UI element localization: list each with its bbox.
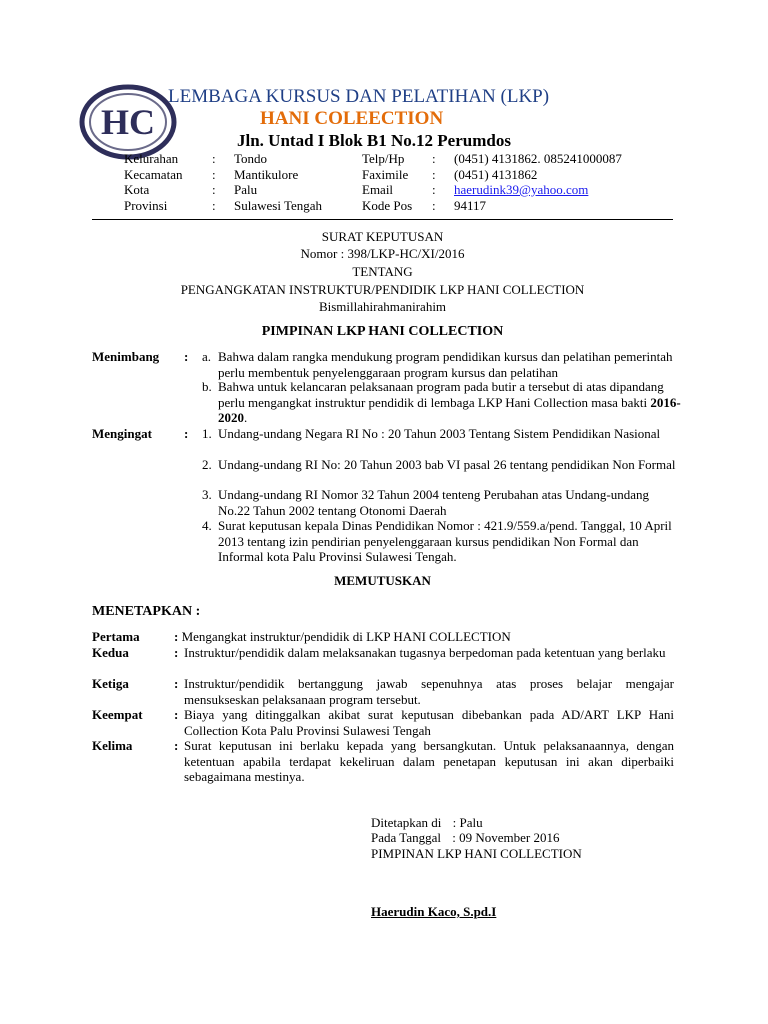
decision-colon: :: [174, 738, 179, 753]
item-text: Undang-undang RI No: 20 Tahun 2003 bab VI pasal 26 tentang pendidikan Non Formal: [218, 457, 676, 472]
info-label: Email: [362, 182, 394, 197]
decision-body: Mengangkat instruktur/pendidik di LKP HANI COLLECTION: [181, 629, 511, 644]
menimbang-item: [202, 379, 682, 426]
info-sep: :: [432, 151, 436, 166]
doc-type: SURAT KEPUTUSAN: [321, 229, 444, 244]
item-text: Surat keputusan kepala Dinas Pendidikan Nomor : 421.9/559.a/pend. Tanggal, 10 April 2013 tentang izin pendirian penyelenggaraan kursus pendidikan Non Formal dan Informal kota Palu Provinsi Sulawesi Tengah.: [218, 518, 672, 564]
info-row-kecamatan: [124, 167, 684, 183]
item-text-main: Bahwa untuk kelancaran pelaksanaan program pada butir a tersebut di atas dipandang perlu mengangkat instruktur pendidik di lembaga LKP Hani Collection masa bakti: [218, 379, 664, 410]
decision-label-kedua: Kedua: [92, 645, 129, 660]
contact-info-block: [124, 151, 684, 213]
date-label: Pada Tanggal: [371, 830, 441, 845]
mengingat-label: Mengingat: [92, 426, 152, 441]
info-value: Sulawesi Tengah: [234, 197, 323, 213]
info-sep: :: [212, 197, 216, 213]
place-label: Ditetapkan di: [371, 815, 442, 830]
mengingat-item: [202, 518, 682, 565]
logo-lettering: HC: [101, 102, 155, 142]
item-marker: 4.: [202, 518, 212, 533]
doc-number: Nomor : 398/LKP-HC/XI/2016: [300, 246, 465, 261]
decision-label-pertama: Pertama: [92, 629, 140, 644]
item-marker: b.: [202, 379, 212, 394]
header-divider: [92, 219, 673, 220]
menetapkan-heading: MENETAPKAN :: [92, 604, 201, 619]
mengingat-item: [202, 457, 682, 473]
signatory-role: PIMPINAN LKP HANI COLLECTION: [371, 846, 582, 861]
item-marker: 1.: [202, 426, 212, 441]
menimbang-item: [202, 349, 682, 380]
signatory-name: Haerudin Kaco, S.pd.I: [371, 904, 497, 919]
place-line: [371, 815, 483, 831]
fax-value: (0451) 4131862: [454, 166, 538, 182]
leader-heading: PIMPINAN LKP HANI COLLECTION: [261, 324, 504, 339]
item-text: Undang-undang RI Nomor 32 Tahun 2004 tenteng Perubahan atas Undang-undang No.22 Tahun 2002 tentang Otonomi Daerah: [218, 487, 650, 518]
hc-logo: [78, 82, 178, 162]
doc-about: TENTANG: [352, 264, 413, 279]
decision-label-keempat: Keempat: [92, 707, 143, 722]
info-value: Palu: [234, 182, 258, 197]
info-label: Kota: [124, 182, 150, 197]
item-text: Bahwa dalam rangka mendukung program pendidikan kursus dan pelatihan pemerintah perlu membentuk penyelenggaraan program kursus dan pelatihan: [218, 349, 673, 380]
postal-code-value: 94117: [454, 197, 487, 213]
info-label: Kode Pos: [362, 197, 413, 213]
info-label: Kecamatan: [124, 166, 183, 182]
item-text: Undang-undang Negara RI No : 20 Tahun 2003 Tentang Sistem Pendidikan Nasional: [218, 426, 661, 441]
phone-value: (0451) 4131862. 085241000087: [454, 151, 622, 166]
masa-bakti-period: 2016-2020: [218, 394, 681, 425]
item-marker: 3.: [202, 487, 212, 502]
item-text: [218, 379, 682, 426]
email-link[interactable]: haerudink39@yahoo.com: [454, 182, 589, 197]
decision-text-kedua: [174, 645, 674, 661]
menimbang-label: Menimbang: [92, 349, 160, 364]
info-sep: :: [212, 166, 216, 182]
place-value: : Palu: [452, 815, 483, 830]
decision-body: Instruktur/pendidik dalam melaksanakan tugasnya berpedoman pada ketentuan yang berlaku: [184, 645, 666, 660]
decision-colon: :: [174, 645, 179, 660]
org-address: Jln. Untad I Blok B1 No.12 Perumdos: [237, 131, 511, 150]
info-row-kelurahan: [124, 151, 684, 167]
doc-subject: PENGANGKATAN INSTRUKTUR/PENDIDIK LKP HANI COLLECTION: [180, 282, 585, 297]
org-name-line2: HANI COLEECTION: [260, 108, 444, 129]
mengingat-item: [202, 426, 682, 442]
decision-body: Biaya yang ditinggalkan akibat surat keputusan dibebankan pada AD/ART LKP Hani Collection Kota Palu Provinsi Sulawesi Tengah: [184, 707, 674, 738]
decision-label-kelima: Kelima: [92, 738, 133, 753]
info-label: Kelurahan: [124, 151, 179, 166]
info-row-kota: [124, 182, 684, 198]
info-sep: :: [212, 182, 216, 197]
info-sep: :: [432, 166, 436, 182]
basmalah: Bismillahirahmanirahim: [318, 299, 447, 314]
date-line: [371, 830, 559, 846]
decision-body: Instruktur/pendidik bertanggung jawab sepenuhnya atas proses belajar mengajar mensukseskan pelaksanaan program tersebut.: [184, 676, 674, 707]
info-sep: :: [432, 182, 436, 197]
info-row-provinsi: [124, 198, 684, 214]
info-sep: :: [432, 197, 436, 213]
item-marker: 2.: [202, 457, 212, 472]
info-label: Faximile: [362, 166, 409, 182]
info-label: Provinsi: [124, 197, 168, 213]
memutuskan-heading: MEMUTUSKAN: [334, 573, 431, 588]
mengingat-colon: :: [184, 426, 189, 441]
info-value: Tondo: [234, 151, 268, 166]
decision-text-kelima: [174, 738, 674, 785]
decision-colon: :: [174, 707, 179, 722]
menimbang-colon: :: [184, 349, 189, 364]
decision-text-ketiga: [174, 676, 674, 707]
item-marker: a.: [202, 349, 212, 364]
item-text-tail: .: [244, 410, 248, 425]
info-value: Mantikulore: [234, 166, 299, 182]
decision-text-keempat: [174, 707, 674, 738]
decision-label-ketiga: Ketiga: [92, 676, 129, 691]
decision-text-pertama: [174, 629, 674, 645]
decision-colon: :: [174, 676, 179, 691]
decision-colon: :: [174, 629, 179, 644]
info-sep: :: [212, 151, 216, 166]
date-value: : 09 November 2016: [452, 830, 560, 845]
info-label: Telp/Hp: [362, 151, 405, 166]
mengingat-item: [202, 487, 682, 518]
decision-body: Surat keputusan ini berlaku kepada yang bersangkutan. Untuk pelaksanaannya, dengan ketentuan apabila terdapat kekeliruan dalam penetapan keputusan ini akan diperbaiki sebagaimana mestinya.: [184, 738, 674, 784]
org-name-line1: LEMBAGA KURSUS DAN PELATIHAN (LKP): [168, 86, 550, 107]
